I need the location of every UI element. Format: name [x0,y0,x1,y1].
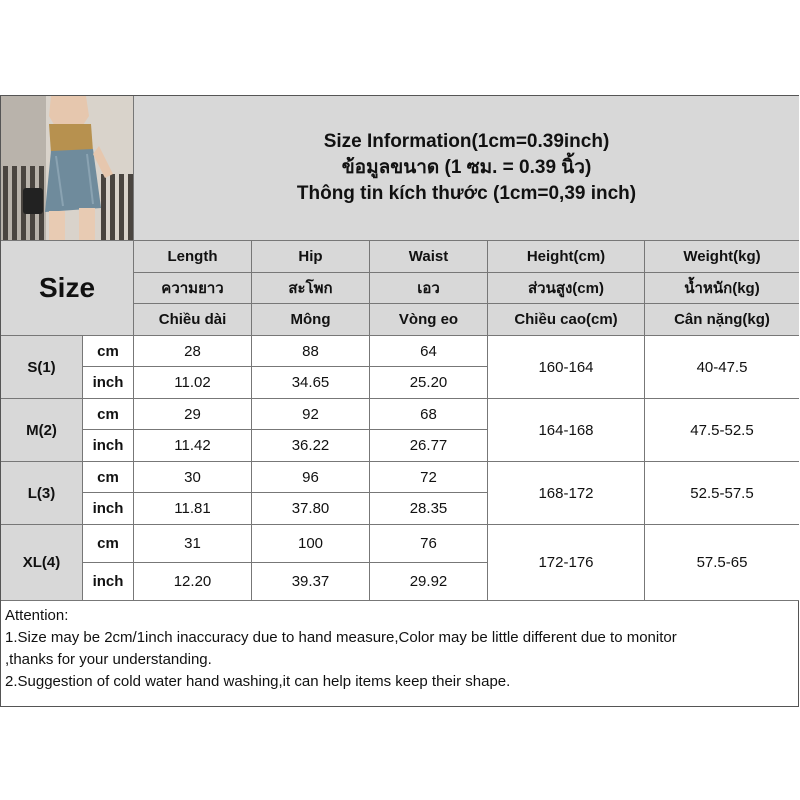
weight-range: 40-47.5 [645,336,799,399]
height-range: 172-176 [488,525,645,601]
size-label-s: S(1) [1,336,83,399]
col-header-length-en: Length [134,241,252,273]
size-label-xl: XL(4) [1,525,83,601]
col-header-length-vi: Chiều dài [134,304,252,336]
value-cell: 25.20 [370,367,488,399]
size-chart [0,95,799,707]
product-photo [1,96,134,241]
attention-heading: Attention: [5,607,69,624]
col-header-height-en: Height(cm) [488,241,645,273]
value-cell: 29.92 [370,563,488,601]
col-header-height-vi: Chiều cao(cm) [488,304,645,336]
value-cell: 36.22 [252,430,370,462]
value-cell: 11.81 [134,493,252,525]
value-cell: 28 [134,336,252,367]
value-cell: 92 [252,399,370,430]
value-cell: 28.35 [370,493,488,525]
unit-cm: cm [83,399,134,430]
value-cell: 12.20 [134,563,252,601]
value-cell: 34.65 [252,367,370,399]
value-cell: 26.77 [370,430,488,462]
attention-line: 2.Suggestion of cold water hand washing,it can help items keep their shape. [5,673,511,690]
value-cell: 72 [370,462,488,493]
title-english: Size Information(1cm=0.39inch) [323,131,610,152]
value-cell: 76 [370,525,488,563]
height-range: 164-168 [488,399,645,462]
size-label-m: M(2) [1,399,83,462]
title-block [134,96,799,241]
weight-range: 57.5-65 [645,525,799,601]
unit-inch: inch [83,563,134,601]
attention-notes [1,601,798,706]
col-header-hip-vi: Mông [252,304,370,336]
unit-inch: inch [83,367,134,399]
col-header-weight-th: น้ำหนัก(kg) [645,273,799,304]
col-header-hip-th: สะโพก [252,273,370,304]
value-cell: 100 [252,525,370,563]
title-vietnamese: Thông tin kích thước (1cm=0,39 inch) [296,183,637,204]
value-cell: 64 [370,336,488,367]
col-header-waist-vi: Vòng eo [370,304,488,336]
value-cell: 37.80 [252,493,370,525]
size-header: Size [1,241,134,336]
col-header-hip-en: Hip [252,241,370,273]
weight-range: 52.5-57.5 [645,462,799,525]
unit-inch: inch [83,430,134,462]
attention-line: ,thanks for your understanding. [5,651,212,668]
product-photo-image [1,96,134,241]
attention-line: 1.Size may be 2cm/1inch inaccuracy due to hand measure,Color may be little different due to monitor [5,629,677,646]
unit-cm: cm [83,525,134,563]
value-cell: 29 [134,399,252,430]
col-header-height-th: ส่วนสูง(cm) [488,273,645,304]
unit-cm: cm [83,462,134,493]
col-header-waist-en: Waist [370,241,488,273]
height-range: 168-172 [488,462,645,525]
height-range: 160-164 [488,336,645,399]
col-header-waist-th: เอว [370,273,488,304]
weight-range: 47.5-52.5 [645,399,799,462]
col-header-weight-vi: Cân nặng(kg) [645,304,799,336]
col-header-length-th: ความยาว [134,273,252,304]
value-cell: 39.37 [252,563,370,601]
col-header-weight-en: Weight(kg) [645,241,799,273]
value-cell: 31 [134,525,252,563]
value-cell: 30 [134,462,252,493]
value-cell: 68 [370,399,488,430]
size-label-l: L(3) [1,462,83,525]
unit-cm: cm [83,336,134,367]
unit-inch: inch [83,493,134,525]
value-cell: 96 [252,462,370,493]
title-thai: ข้อมูลขนาด (1 ซม. = 0.39 นิ้ว) [341,157,592,178]
value-cell: 11.02 [134,367,252,399]
value-cell: 88 [252,336,370,367]
value-cell: 11.42 [134,430,252,462]
